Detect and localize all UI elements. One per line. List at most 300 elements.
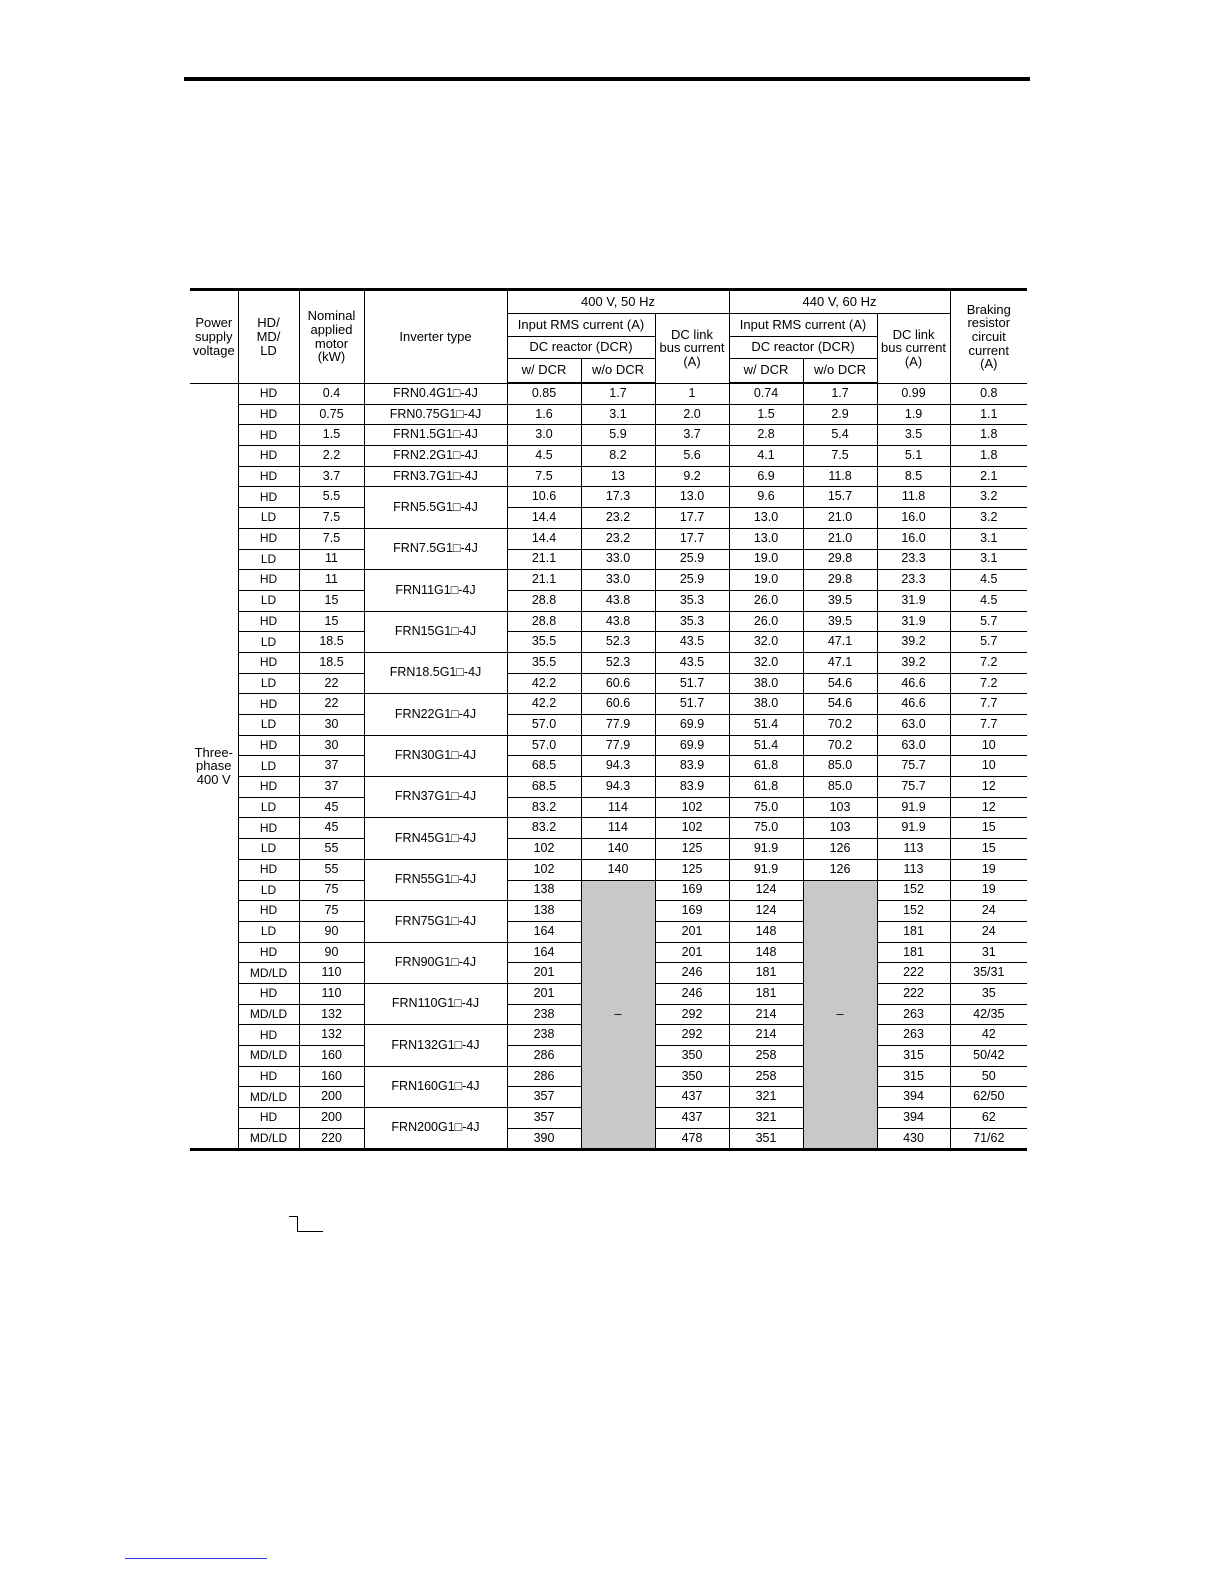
input-400-with-dcr-cell: 0.85 — [507, 383, 581, 404]
input-400-with-dcr-cell: 28.8 — [507, 611, 581, 632]
table-row — [190, 383, 1027, 404]
motor-kw-cell: 7.5 — [299, 508, 364, 529]
braking-current-cell: 7.2 — [950, 673, 1027, 694]
table-row — [190, 487, 1027, 508]
motor-kw-cell: 0.4 — [299, 383, 364, 404]
input-440-with-dcr-cell: 148 — [729, 921, 803, 942]
input-400-with-dcr-cell: 57.0 — [507, 715, 581, 736]
input-440-with-dcr-cell: 6.9 — [729, 466, 803, 487]
bottom-link-underline — [125, 1558, 267, 1559]
inverter-type-cell: FRN0.75G1□-4J — [364, 404, 507, 425]
duty-mode-cell: HD — [238, 1108, 299, 1129]
motor-kw-cell: 55 — [299, 859, 364, 880]
duty-mode-cell: HD — [238, 446, 299, 467]
duty-mode-cell: MD/LD — [238, 1046, 299, 1067]
input-400-with-dcr-cell: 68.5 — [507, 777, 581, 798]
input-400-without-dcr-cell: 3.1 — [581, 404, 655, 425]
inverter-type-cell: FRN7.5G1□-4J — [364, 528, 507, 569]
braking-current-cell: 0.8 — [950, 383, 1027, 404]
duty-mode-cell: HD — [238, 694, 299, 715]
dc-link-440-cell: 11.8 — [877, 487, 950, 508]
input-440-with-dcr-cell: 32.0 — [729, 652, 803, 673]
dc-link-400-cell: 437 — [655, 1108, 729, 1129]
input-440-without-dcr-cell: 11.8 — [803, 466, 877, 487]
input-440-without-dcr-cell: 21.0 — [803, 528, 877, 549]
input-440-with-dcr-cell: 214 — [729, 1025, 803, 1046]
input-400-with-dcr-cell: 138 — [507, 901, 581, 922]
dc-link-400-cell: 169 — [655, 880, 729, 901]
input-400-with-dcr-cell: 238 — [507, 1025, 581, 1046]
braking-current-cell: 2.1 — [950, 466, 1027, 487]
motor-kw-cell: 11 — [299, 549, 364, 570]
header-dc-link-440: DC link bus current (A) — [877, 314, 950, 384]
inverter-type-cell: FRN11G1□-4J — [364, 570, 507, 611]
dc-link-400-cell: 83.9 — [655, 777, 729, 798]
duty-mode-cell: LD — [238, 715, 299, 736]
input-400-without-dcr-cell: 140 — [581, 839, 655, 860]
duty-mode-cell: MD/LD — [238, 963, 299, 984]
dc-link-440-cell: 23.3 — [877, 570, 950, 591]
duty-mode-cell: HD — [238, 901, 299, 922]
header-power-supply-voltage: Power supply voltage — [190, 290, 238, 384]
input-440-without-dcr-cell: 70.2 — [803, 715, 877, 736]
input-400-without-dcr-cell: 140 — [581, 859, 655, 880]
dc-link-440-cell: 263 — [877, 1025, 950, 1046]
input-440-without-dcr-cell: 15.7 — [803, 487, 877, 508]
braking-current-cell: 12 — [950, 797, 1027, 818]
dc-link-440-cell: 16.0 — [877, 508, 950, 529]
dc-link-400-cell: 69.9 — [655, 735, 729, 756]
motor-kw-cell: 132 — [299, 1004, 364, 1025]
duty-mode-cell: HD — [238, 777, 299, 798]
input-400-with-dcr-cell: 14.4 — [507, 508, 581, 529]
table-row — [190, 549, 1027, 570]
braking-current-cell: 4.5 — [950, 570, 1027, 591]
input-400-with-dcr-cell: 68.5 — [507, 756, 581, 777]
header-inverter-type: Inverter type — [364, 290, 507, 384]
input-440-with-dcr-cell: 75.0 — [729, 797, 803, 818]
dc-link-400-cell: 17.7 — [655, 508, 729, 529]
input-400-with-dcr-cell: 14.4 — [507, 528, 581, 549]
duty-mode-cell: HD — [238, 942, 299, 963]
duty-mode-cell: HD — [238, 466, 299, 487]
input-440-with-dcr-cell: 4.1 — [729, 446, 803, 467]
motor-kw-cell: 37 — [299, 777, 364, 798]
braking-current-cell: 10 — [950, 735, 1027, 756]
duty-mode-cell: MD/LD — [238, 1128, 299, 1150]
table-row — [190, 590, 1027, 611]
input-400-with-dcr-cell: 35.5 — [507, 652, 581, 673]
dc-link-440-cell: 1.9 — [877, 404, 950, 425]
duty-mode-cell: HD — [238, 1025, 299, 1046]
input-400-with-dcr-cell: 21.1 — [507, 570, 581, 591]
duty-mode-cell: HD — [238, 859, 299, 880]
input-440-without-dcr-cell: 47.1 — [803, 652, 877, 673]
motor-kw-cell: 110 — [299, 983, 364, 1004]
table-row — [190, 777, 1027, 798]
input-400-with-dcr-cell: 35.5 — [507, 632, 581, 653]
motor-kw-cell: 90 — [299, 942, 364, 963]
dc-link-440-cell: 394 — [877, 1108, 950, 1129]
header-without-dcr-400: w/o DCR — [581, 359, 655, 384]
braking-current-cell: 15 — [950, 818, 1027, 839]
dc-link-440-cell: 222 — [877, 983, 950, 1004]
input-440-without-dcr-cell: 5.4 — [803, 425, 877, 446]
dc-link-440-cell: 91.9 — [877, 797, 950, 818]
inverter-type-cell: FRN110G1□-4J — [364, 983, 507, 1024]
input-440-without-dcr-cell: 126 — [803, 859, 877, 880]
input-400-with-dcr-cell: 1.6 — [507, 404, 581, 425]
input-400-without-dcr-cell: 114 — [581, 797, 655, 818]
motor-kw-cell: 110 — [299, 963, 364, 984]
dc-link-440-cell: 8.5 — [877, 466, 950, 487]
top-rule — [184, 77, 1030, 81]
input-400-with-dcr-cell: 201 — [507, 983, 581, 1004]
table-row — [190, 508, 1027, 529]
input-440-with-dcr-cell: 351 — [729, 1128, 803, 1150]
dc-link-400-cell: 102 — [655, 797, 729, 818]
input-400-without-dcr-cell: 23.2 — [581, 528, 655, 549]
input-440-with-dcr-cell: 258 — [729, 1066, 803, 1087]
inverter-type-cell: FRN37G1□-4J — [364, 777, 507, 818]
duty-mode-cell: HD — [238, 404, 299, 425]
header-nominal-motor: Nominal applied motor (kW) — [299, 290, 364, 384]
input-440-with-dcr-cell: 51.4 — [729, 735, 803, 756]
input-440-with-dcr-cell: 148 — [729, 942, 803, 963]
input-400-with-dcr-cell: 83.2 — [507, 818, 581, 839]
input-400-with-dcr-cell: 102 — [507, 859, 581, 880]
inverter-type-cell: FRN160G1□-4J — [364, 1066, 507, 1107]
input-440-with-dcr-cell: 321 — [729, 1108, 803, 1129]
motor-kw-cell: 18.5 — [299, 652, 364, 673]
inverter-type-cell: FRN45G1□-4J — [364, 818, 507, 859]
braking-current-cell: 35 — [950, 983, 1027, 1004]
braking-current-cell: 3.1 — [950, 528, 1027, 549]
input-400-without-dcr-cell: 77.9 — [581, 715, 655, 736]
dc-link-440-cell: 222 — [877, 963, 950, 984]
dc-link-440-cell: 113 — [877, 859, 950, 880]
braking-current-cell: 4.5 — [950, 590, 1027, 611]
dc-link-400-cell: 2.0 — [655, 404, 729, 425]
dc-link-440-cell: 394 — [877, 1087, 950, 1108]
dc-link-440-cell: 75.7 — [877, 756, 950, 777]
braking-current-cell: 42 — [950, 1025, 1027, 1046]
duty-mode-cell: LD — [238, 673, 299, 694]
input-400-with-dcr-cell: 357 — [507, 1108, 581, 1129]
input-440-without-dcr-cell: 39.5 — [803, 590, 877, 611]
braking-current-cell: 62 — [950, 1108, 1027, 1129]
table-row — [190, 715, 1027, 736]
dc-link-440-cell: 181 — [877, 921, 950, 942]
dc-link-440-cell: 63.0 — [877, 715, 950, 736]
input-440-without-dcr-cell: 29.8 — [803, 549, 877, 570]
braking-current-cell: 3.1 — [950, 549, 1027, 570]
duty-mode-cell: HD — [238, 735, 299, 756]
dc-link-440-cell: 430 — [877, 1128, 950, 1150]
inverter-type-cell: FRN30G1□-4J — [364, 735, 507, 776]
input-440-without-dcr-cell: 39.5 — [803, 611, 877, 632]
input-400-with-dcr-cell: 138 — [507, 880, 581, 901]
table-row — [190, 673, 1027, 694]
input-400-without-dcr-cell: 60.6 — [581, 673, 655, 694]
input-400-without-dcr-cell: 1.7 — [581, 383, 655, 404]
dc-link-400-cell: 25.9 — [655, 570, 729, 591]
braking-current-cell: 24 — [950, 921, 1027, 942]
input-440-with-dcr-cell: 38.0 — [729, 673, 803, 694]
input-440-without-dcr-cell: 29.8 — [803, 570, 877, 591]
input-400-with-dcr-cell: 286 — [507, 1046, 581, 1067]
duty-mode-cell: MD/LD — [238, 1087, 299, 1108]
braking-current-cell: 5.7 — [950, 611, 1027, 632]
inverter-type-cell: FRN3.7G1□-4J — [364, 466, 507, 487]
dc-link-440-cell: 31.9 — [877, 611, 950, 632]
input-440-with-dcr-cell: 214 — [729, 1004, 803, 1025]
braking-current-cell: 19 — [950, 859, 1027, 880]
braking-current-cell: 31 — [950, 942, 1027, 963]
input-400-with-dcr-cell: 21.1 — [507, 549, 581, 570]
input-440-with-dcr-cell: 2.8 — [729, 425, 803, 446]
braking-current-cell: 1.8 — [950, 425, 1027, 446]
braking-current-cell: 71/62 — [950, 1128, 1027, 1150]
table-row — [190, 839, 1027, 860]
dc-link-400-cell: 35.3 — [655, 590, 729, 611]
dc-link-440-cell: 3.5 — [877, 425, 950, 446]
duty-mode-cell: LD — [238, 632, 299, 653]
input-440-with-dcr-cell: 91.9 — [729, 859, 803, 880]
dc-link-400-cell: 125 — [655, 859, 729, 880]
dc-link-440-cell: 91.9 — [877, 818, 950, 839]
braking-current-cell: 50 — [950, 1066, 1027, 1087]
dc-link-400-cell: 169 — [655, 901, 729, 922]
dc-link-440-cell: 152 — [877, 880, 950, 901]
dc-link-400-cell: 246 — [655, 963, 729, 984]
dc-link-440-cell: 46.6 — [877, 694, 950, 715]
header-braking-current: Braking resistor circuit current (A) — [950, 290, 1027, 384]
input-440-with-dcr-cell: 181 — [729, 983, 803, 1004]
dc-link-400-cell: 201 — [655, 942, 729, 963]
input-440-with-dcr-cell: 1.5 — [729, 404, 803, 425]
table-row — [190, 694, 1027, 715]
dc-link-440-cell: 5.1 — [877, 446, 950, 467]
motor-kw-cell: 132 — [299, 1025, 364, 1046]
inverter-type-cell: FRN22G1□-4J — [364, 694, 507, 735]
input-400-without-dcr-cell: 43.8 — [581, 590, 655, 611]
table-row — [190, 735, 1027, 756]
input-440-with-dcr-cell: 0.74 — [729, 383, 803, 404]
table-row — [190, 880, 1027, 901]
motor-kw-cell: 220 — [299, 1128, 364, 1150]
dc-link-400-cell: 292 — [655, 1004, 729, 1025]
input-440-without-dcr-cell: 47.1 — [803, 632, 877, 653]
dc-link-440-cell: 263 — [877, 1004, 950, 1025]
input-440-without-dcr-cell: 2.9 — [803, 404, 877, 425]
motor-kw-cell: 75 — [299, 880, 364, 901]
input-440-with-dcr-cell: 19.0 — [729, 549, 803, 570]
dc-link-440-cell: 31.9 — [877, 590, 950, 611]
input-400-with-dcr-cell: 238 — [507, 1004, 581, 1025]
input-440-with-dcr-cell: 61.8 — [729, 756, 803, 777]
inverter-type-cell: FRN18.5G1□-4J — [364, 652, 507, 693]
duty-mode-cell: HD — [238, 383, 299, 404]
table-row — [190, 797, 1027, 818]
input-440-without-dcr-cell: 7.5 — [803, 446, 877, 467]
motor-kw-cell: 45 — [299, 818, 364, 839]
inverter-type-cell: FRN132G1□-4J — [364, 1025, 507, 1066]
duty-mode-cell: HD — [238, 652, 299, 673]
input-440-without-dcr-cell: 85.0 — [803, 756, 877, 777]
input-400-without-dcr-cell: 94.3 — [581, 777, 655, 798]
input-440-with-dcr-cell: 13.0 — [729, 528, 803, 549]
dc-link-400-cell: 292 — [655, 1025, 729, 1046]
input-400-without-dcr-cell: 43.8 — [581, 611, 655, 632]
dc-link-400-cell: 51.7 — [655, 694, 729, 715]
input-440-with-dcr-cell: 26.0 — [729, 590, 803, 611]
input-440-with-dcr-cell: 124 — [729, 901, 803, 922]
braking-current-cell: 7.2 — [950, 652, 1027, 673]
duty-mode-cell: LD — [238, 756, 299, 777]
input-400-with-dcr-cell: 164 — [507, 921, 581, 942]
input-400-with-dcr-cell: 10.6 — [507, 487, 581, 508]
motor-kw-cell: 18.5 — [299, 632, 364, 653]
input-400-without-dcr-cell: 8.2 — [581, 446, 655, 467]
table-row — [190, 570, 1027, 591]
duty-mode-cell: LD — [238, 921, 299, 942]
motor-kw-cell: 5.5 — [299, 487, 364, 508]
dc-link-400-cell: 83.9 — [655, 756, 729, 777]
input-400-with-dcr-cell: 42.2 — [507, 694, 581, 715]
dc-link-440-cell: 181 — [877, 942, 950, 963]
dc-link-400-cell: 5.6 — [655, 446, 729, 467]
motor-kw-cell: 160 — [299, 1066, 364, 1087]
input-440-without-dcr-na-cell: – — [803, 880, 877, 1150]
braking-current-cell: 3.2 — [950, 487, 1027, 508]
dc-link-400-cell: 35.3 — [655, 611, 729, 632]
input-400-with-dcr-cell: 7.5 — [507, 466, 581, 487]
table-row — [190, 652, 1027, 673]
braking-current-cell: 50/42 — [950, 1046, 1027, 1067]
dc-link-400-cell: 3.7 — [655, 425, 729, 446]
braking-current-cell: 3.2 — [950, 508, 1027, 529]
inverter-type-cell: FRN5.5G1□-4J — [364, 487, 507, 528]
braking-current-cell: 35/31 — [950, 963, 1027, 984]
input-400-without-dcr-cell: 5.9 — [581, 425, 655, 446]
braking-current-cell: 62/50 — [950, 1087, 1027, 1108]
duty-mode-cell: HD — [238, 425, 299, 446]
braking-current-cell: 10 — [950, 756, 1027, 777]
inverter-type-cell: FRN15G1□-4J — [364, 611, 507, 652]
inverter-type-cell: FRN90G1□-4J — [364, 942, 507, 983]
motor-kw-cell: 55 — [299, 839, 364, 860]
input-400-without-dcr-cell: 77.9 — [581, 735, 655, 756]
input-440-with-dcr-cell: 9.6 — [729, 487, 803, 508]
input-440-with-dcr-cell: 51.4 — [729, 715, 803, 736]
dc-link-440-cell: 0.99 — [877, 383, 950, 404]
table-row — [190, 404, 1027, 425]
input-440-with-dcr-cell: 38.0 — [729, 694, 803, 715]
inverter-type-cell: FRN200G1□-4J — [364, 1108, 507, 1150]
header-with-dcr-400: w/ DCR — [507, 359, 581, 384]
table-row — [190, 859, 1027, 880]
dc-link-400-cell: 102 — [655, 818, 729, 839]
dc-link-440-cell: 315 — [877, 1046, 950, 1067]
dc-link-400-cell: 69.9 — [655, 715, 729, 736]
duty-mode-cell: HD — [238, 487, 299, 508]
duty-mode-cell: HD — [238, 570, 299, 591]
dc-link-400-cell: 350 — [655, 1046, 729, 1067]
input-400-with-dcr-cell: 42.2 — [507, 673, 581, 694]
input-440-with-dcr-cell: 181 — [729, 963, 803, 984]
motor-kw-cell: 1.5 — [299, 425, 364, 446]
input-440-with-dcr-cell: 91.9 — [729, 839, 803, 860]
inverter-type-cell: FRN75G1□-4J — [364, 901, 507, 942]
input-400-with-dcr-cell: 57.0 — [507, 735, 581, 756]
table-row — [190, 466, 1027, 487]
footnote-bracket-mark — [289, 1216, 323, 1232]
dc-link-440-cell: 315 — [877, 1066, 950, 1087]
duty-mode-cell: HD — [238, 611, 299, 632]
table-row — [190, 818, 1027, 839]
table-row — [190, 632, 1027, 653]
motor-kw-cell: 200 — [299, 1087, 364, 1108]
input-400-with-dcr-cell: 286 — [507, 1066, 581, 1087]
duty-mode-cell: LD — [238, 880, 299, 901]
input-400-without-dcr-cell: 17.3 — [581, 487, 655, 508]
motor-kw-cell: 22 — [299, 694, 364, 715]
dc-link-400-cell: 43.5 — [655, 652, 729, 673]
header-group-440v: 440 V, 60 Hz — [729, 290, 950, 314]
motor-kw-cell: 0.75 — [299, 404, 364, 425]
header-input-rms-440: Input RMS current (A) — [729, 314, 877, 337]
duty-mode-cell: LD — [238, 839, 299, 860]
header-duty-mode: HD/ MD/ LD — [238, 290, 299, 384]
input-440-without-dcr-cell: 85.0 — [803, 777, 877, 798]
input-400-without-dcr-cell: 33.0 — [581, 549, 655, 570]
dc-link-400-cell: 51.7 — [655, 673, 729, 694]
input-400-without-dcr-cell: 33.0 — [581, 570, 655, 591]
input-440-without-dcr-cell: 1.7 — [803, 383, 877, 404]
dc-link-400-cell: 125 — [655, 839, 729, 860]
dc-link-440-cell: 16.0 — [877, 528, 950, 549]
dc-link-440-cell: 75.7 — [877, 777, 950, 798]
header-without-dcr-440: w/o DCR — [803, 359, 877, 384]
braking-current-cell: 12 — [950, 777, 1027, 798]
dc-link-400-cell: 1 — [655, 383, 729, 404]
inverter-type-cell: FRN2.2G1□-4J — [364, 446, 507, 467]
duty-mode-cell: LD — [238, 549, 299, 570]
input-440-without-dcr-cell: 103 — [803, 818, 877, 839]
input-440-with-dcr-cell: 26.0 — [729, 611, 803, 632]
duty-mode-cell: HD — [238, 528, 299, 549]
table-row — [190, 425, 1027, 446]
duty-mode-cell: HD — [238, 818, 299, 839]
input-400-with-dcr-cell: 390 — [507, 1128, 581, 1150]
duty-mode-cell: HD — [238, 1066, 299, 1087]
braking-current-cell: 7.7 — [950, 694, 1027, 715]
dc-link-400-cell: 246 — [655, 983, 729, 1004]
table-body — [190, 383, 1027, 1150]
input-400-with-dcr-cell: 201 — [507, 963, 581, 984]
duty-mode-cell: LD — [238, 508, 299, 529]
header-dc-reactor-440: DC reactor (DCR) — [729, 337, 877, 359]
input-440-without-dcr-cell: 54.6 — [803, 673, 877, 694]
input-400-without-dcr-cell: 114 — [581, 818, 655, 839]
braking-current-cell: 19 — [950, 880, 1027, 901]
motor-kw-cell: 7.5 — [299, 528, 364, 549]
input-400-with-dcr-cell: 357 — [507, 1087, 581, 1108]
motor-kw-cell: 200 — [299, 1108, 364, 1129]
motor-kw-cell: 15 — [299, 590, 364, 611]
motor-kw-cell: 15 — [299, 611, 364, 632]
